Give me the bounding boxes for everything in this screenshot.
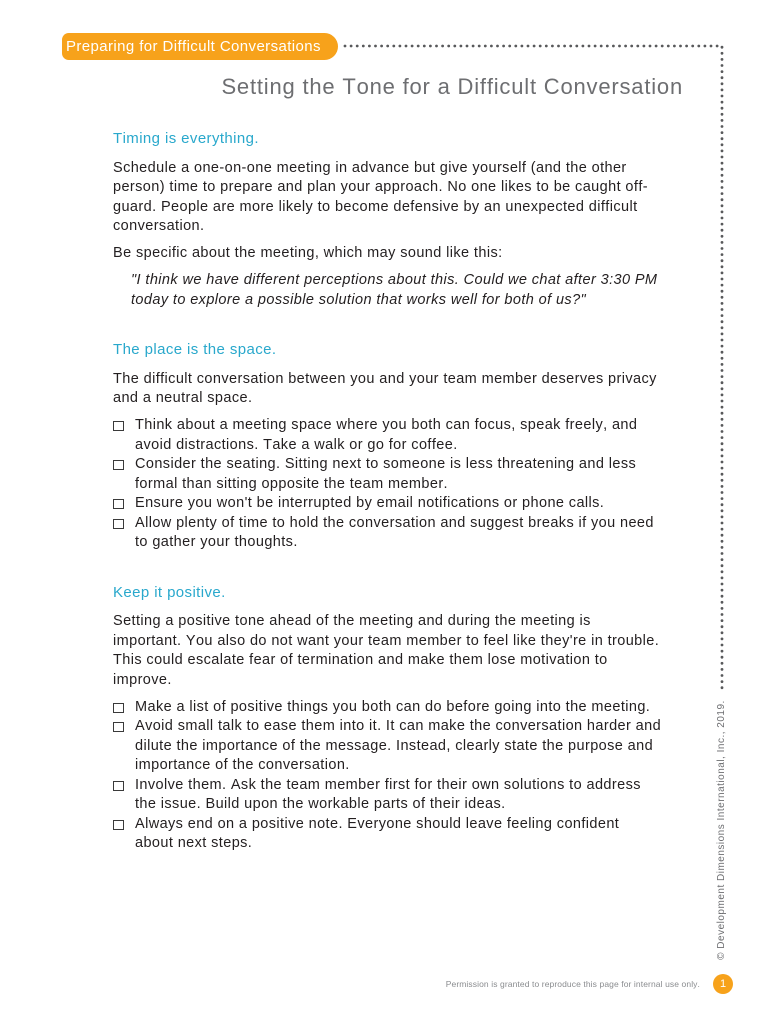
section-positive [113, 583, 662, 854]
checklist-item-text: Allow plenty of time to hold the conversation and suggest breaks if you need to gather your thoughts. [135, 514, 654, 550]
checklist-item [113, 815, 662, 854]
body-paragraph: Be specific about the meeting, which may sound like this: [113, 245, 503, 261]
checklist-item [113, 494, 662, 514]
checkbox-icon [113, 781, 124, 791]
page-title: Setting the Tone for a Difficult Conversation [221, 74, 683, 99]
copyright-notice: © Development Dimensions International, Inc., 2019. [716, 700, 727, 960]
checklist-item-text: Involve them. Ask the team member first for their own solutions to address the issue. Build upon the workable parts of their ideas. [135, 776, 641, 812]
checklist-item [113, 514, 662, 553]
section-heading: Timing is everything. [113, 130, 259, 147]
checkbox-icon [113, 421, 124, 431]
page-content [113, 129, 662, 854]
section-timing [113, 129, 662, 310]
body-paragraph: Schedule a one-on-one meeting in advance but give yourself (and the other person) time to prepare and plan your approach. No one likes to be caught off-guard. People are more likely to become defensive by an unexpected difficult conversation. [113, 159, 648, 234]
section-place [113, 340, 662, 553]
section-tag: Preparing for Difficult Conversations [62, 33, 338, 60]
body-paragraph: The difficult conversation between you and your team member deserves privacy and a neutral space. [113, 370, 657, 406]
checklist [113, 416, 662, 553]
body-paragraph: Setting a positive tone ahead of the meeting and during the meeting is important. You also do not want your team member to feel like they're in trouble. This could escalate fear of termination and make them lose motivation to improve. [113, 613, 660, 688]
checklist-item [113, 717, 662, 776]
checkbox-icon [113, 722, 124, 732]
checklist-item-text: Ensure you won't be interrupted by email notifications or phone calls. [135, 495, 605, 511]
checklist-item-text: Avoid small talk to ease them into it. It can make the conversation harder and dilute the importance of the message. Instead, clearly state the purpose and importance of the conversation. [135, 718, 662, 773]
checkbox-icon [113, 519, 124, 529]
checklist-item-text: Always end on a positive note. Everyone should leave feeling confident about next steps. [135, 815, 620, 851]
checklist [113, 698, 662, 854]
checklist-item [113, 698, 662, 718]
checklist-item [113, 776, 662, 815]
checklist-item [113, 455, 662, 494]
section-heading: The place is the space. [113, 341, 277, 358]
page-number: 1 [713, 974, 733, 994]
checklist-item [113, 416, 662, 455]
section-heading: Keep it positive. [113, 583, 226, 601]
checklist-item-text: Make a list of positive things you both can do before going into the meeting. [135, 698, 651, 715]
checkbox-icon [113, 703, 124, 713]
permission-notice: Permission is granted to reproduce this page for internal use only. [445, 979, 700, 989]
example-quote: "I think we have different perceptions about this. Could we chat after 3:30 PM today to explore a possible solution that works well for both of us?" [131, 272, 658, 308]
checkbox-icon [113, 820, 124, 830]
checklist-item-text: Consider the seating. Sitting next to someone is less threatening and less formal than sitting opposite the team member. [135, 456, 637, 492]
checkbox-icon [113, 499, 124, 509]
checklist-item-text: Think about a meeting space where you both can focus, speak freely, and avoid distractions. Take a walk or go for coffee. [135, 417, 638, 453]
checkbox-icon [113, 460, 124, 470]
